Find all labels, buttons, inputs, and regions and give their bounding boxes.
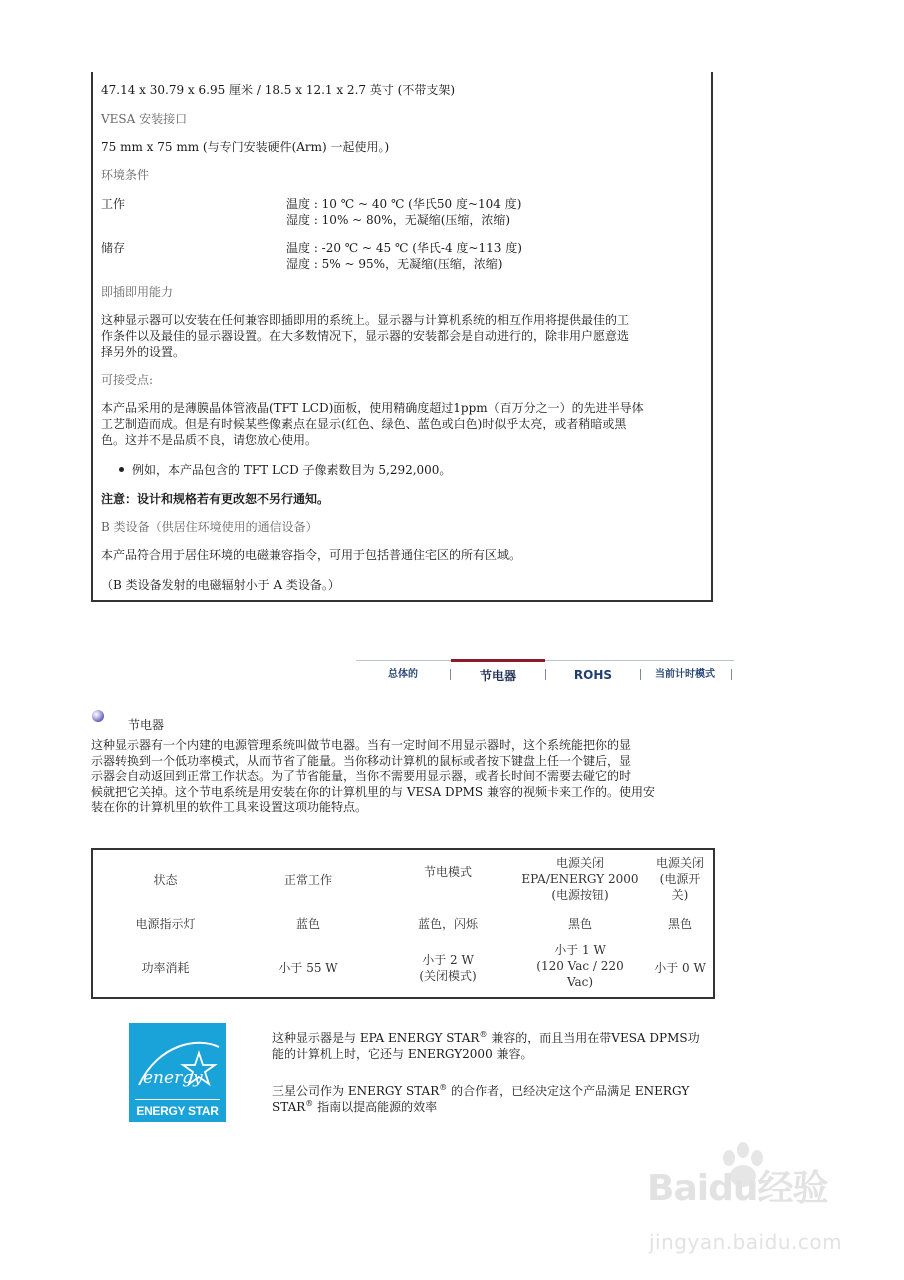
header-off-epa-line-3: (电源按钮) bbox=[551, 888, 609, 902]
bullet-sphere-icon bbox=[92, 710, 104, 722]
tab-rohs[interactable]: ROHS bbox=[573, 668, 613, 682]
description-line-5: 装在你的计算机里的软件工具来设置这项功能特点。 bbox=[91, 800, 368, 814]
pixel-text-line-1: 本产品采用的是薄膜晶体管液晶(TFT LCD)面板，使用精确度超过1ppm（百万分之一）的先进半导体 bbox=[101, 401, 644, 415]
indicator-normal: 蓝色 bbox=[295, 917, 320, 931]
indicator-saving: 蓝色，闪烁 bbox=[417, 917, 478, 931]
svg-text:energy: energy bbox=[143, 1068, 203, 1088]
energy-star-logo-text: ENERGY STAR bbox=[136, 1104, 219, 1118]
consumption-off-epa-line-1: 小于 1 W bbox=[554, 943, 606, 957]
tab-general[interactable]: 总体的 bbox=[388, 669, 418, 680]
storage-conditions bbox=[101, 240, 703, 272]
header-off-switch-line-3: 关) bbox=[671, 888, 689, 902]
storage-temperature: 温度 : -20 ℃ ~ 45 ℃ (华氏-4 度~113 度) bbox=[286, 241, 522, 255]
energy-text-2b: 的合作者，已经决定这个产品满足 ENERGY bbox=[447, 1084, 690, 1098]
registered-mark: ® bbox=[305, 1099, 314, 1108]
description-line-2: 示器转换到一个低功率模式，从而节省了能量。当你移动计算机的鼠标或者按下键盘上任一个键后，显 bbox=[91, 753, 632, 768]
description-line-4: 候就把它关掉。这个节电系统是用安装在你的计算机里的与 VESA DPMS 兼容的视频卡来工作的。使用安 bbox=[91, 784, 655, 799]
header-off-switch-line-2: (电源开 bbox=[659, 872, 701, 886]
pixel-bullet-item bbox=[119, 462, 703, 478]
dimensions-text: 47.14 x 30.79 x 6.95 厘米 / 18.5 x 12.1 x 2.7 英寸 (不带支架) bbox=[101, 83, 456, 97]
header-state: 状态 bbox=[153, 873, 178, 887]
specifications-box bbox=[91, 72, 713, 602]
power-saver-description bbox=[91, 738, 717, 816]
operating-temperature: 温度 : 10 ℃ ~ 40 ℃ (华氏50 度~104 度) bbox=[286, 197, 522, 211]
header-off-switch-line-1: 电源关闭 bbox=[655, 856, 704, 870]
class-b-note: （B 类设备发射的电磁辐射小于 A 类设备。） bbox=[101, 578, 340, 592]
header-saving: 节电模式 bbox=[423, 865, 472, 879]
pixel-bullet-text: 例如，本产品包含的 TFT LCD 子像素数目为 5,292,000。 bbox=[132, 463, 452, 477]
consumption-saving-line-2: (关闭模式) bbox=[419, 969, 477, 983]
consumption-normal: 小于 55 W bbox=[278, 961, 338, 975]
plug-and-play-heading: 即插即用能力 bbox=[101, 285, 174, 299]
pixel-text-line-2: 工艺制造而成。但是有时候某些像素点在显示(红色、绿色、蓝色或白色)时似乎太亮，或者稍暗或黑 bbox=[101, 417, 627, 431]
header-off-epa-line-1: 电源关闭 bbox=[555, 856, 604, 870]
vesa-heading: VESA 安装接口 bbox=[101, 112, 188, 126]
tab-divider bbox=[731, 669, 732, 680]
header-normal: 正常工作 bbox=[283, 873, 332, 887]
notice-text: 注意：设计和规格若有更改恕不另行通知。 bbox=[101, 492, 330, 506]
energy-text-2d: 指南以提高能源的效率 bbox=[313, 1100, 438, 1114]
acceptable-pixels-heading: 可接受点: bbox=[101, 373, 154, 387]
operating-humidity: 湿度 : 10% ~ 80%，无凝缩(压缩，浓缩) bbox=[286, 213, 511, 227]
tab-power-saver[interactable]: 节电器 bbox=[451, 659, 545, 688]
consumption-off-switch: 小于 0 W bbox=[654, 961, 706, 975]
consumption-off-epa-line-3: Vac) bbox=[566, 975, 594, 989]
description-line-3: 示器会自动返回到正常工作状态。为了节省能量，当你不需要用显示器，或者长时间不需要去碰它的时 bbox=[91, 769, 632, 783]
section-tabs bbox=[356, 660, 734, 687]
watermark-brand: Baidu经验 bbox=[647, 1168, 828, 1209]
consumption-saving bbox=[385, 952, 511, 984]
energy-star-paragraph-2 bbox=[272, 1083, 712, 1115]
header-off-epa bbox=[515, 855, 645, 903]
indicator-label: 电源指示灯 bbox=[135, 917, 196, 931]
logo-divider bbox=[135, 1099, 220, 1100]
plug-and-play-line-2: 作条件以及最佳的显示器设置。在大多数情况下，显示器的安装都会是自动进行的，除非用户愿意选 bbox=[101, 329, 630, 343]
indicator-off-epa: 黑色 bbox=[567, 917, 592, 931]
consumption-off-epa-line-2: (120 Vac / 220 bbox=[536, 959, 624, 973]
registered-mark: ® bbox=[439, 1083, 448, 1092]
energy-text-1b: 兼容的，而且当用在带VESA DPMS功 bbox=[487, 1031, 700, 1045]
consumption-off-epa bbox=[515, 942, 645, 990]
storage-label: 储存 bbox=[101, 241, 126, 255]
energy-text-1c: 能的计算机上时，它还与 ENERGY2000 兼容。 bbox=[272, 1047, 533, 1061]
class-b-text: 本产品符合用于居住环境的电磁兼容指令，可用于包括普通住宅区的所有区域。 bbox=[101, 548, 522, 562]
plug-and-play-line-1: 这种显示器可以安装在任何兼容即插即用的系统上。显示器与计算机系统的相互作用将提供最佳的工 bbox=[101, 313, 630, 327]
energy-text-2a: 三星公司作为 ENERGY STAR bbox=[272, 1084, 440, 1098]
power-mode-table bbox=[91, 848, 715, 999]
header-off-switch bbox=[647, 855, 713, 903]
environment-heading: 环境条件 bbox=[101, 168, 150, 182]
registered-mark: ® bbox=[479, 1030, 488, 1039]
tab-timing-modes[interactable]: 当前计时模式 bbox=[655, 669, 715, 680]
vesa-value: 75 mm x 75 mm (与专门安装硬件(Arm) 一起使用。) bbox=[101, 140, 390, 154]
indicator-off-switch: 黑色 bbox=[667, 917, 692, 931]
section-title: 节电器 bbox=[128, 718, 165, 732]
operating-label: 工作 bbox=[101, 197, 126, 211]
energy-text-1a: 这种显示器是与 EPA ENERGY STAR bbox=[272, 1031, 480, 1045]
energy-text-2c: STAR bbox=[272, 1100, 306, 1114]
energy-star-swoosh-icon bbox=[129, 1023, 226, 1101]
consumption-saving-line-1: 小于 2 W bbox=[422, 953, 474, 967]
header-off-epa-line-2: EPA/ENERGY 2000 bbox=[521, 872, 639, 886]
consumption-label: 功率消耗 bbox=[141, 961, 190, 975]
bullet-icon bbox=[119, 467, 124, 472]
storage-humidity: 湿度 : 5% ~ 95%，无凝缩(压缩，浓缩) bbox=[286, 257, 503, 271]
operating-conditions bbox=[101, 196, 703, 228]
baidu-watermark bbox=[645, 1140, 875, 1270]
description-line-1: 这种显示器有一个内建的电源管理系统叫做节电器。当有一定时间不用显示器时，这个系统能把你的显 bbox=[91, 738, 632, 752]
energy-star-paragraph-1 bbox=[272, 1030, 712, 1062]
plug-and-play-line-3: 择另外的设置。 bbox=[101, 345, 186, 359]
class-b-heading: B 类设备（供居住环境使用的通信设备） bbox=[101, 520, 318, 534]
energy-star-logo bbox=[129, 1023, 226, 1122]
pixel-text-line-3: 色。这并不是品质不良，请您放心使用。 bbox=[101, 433, 318, 447]
watermark-url: jingyan.baidu.com bbox=[649, 1230, 843, 1254]
